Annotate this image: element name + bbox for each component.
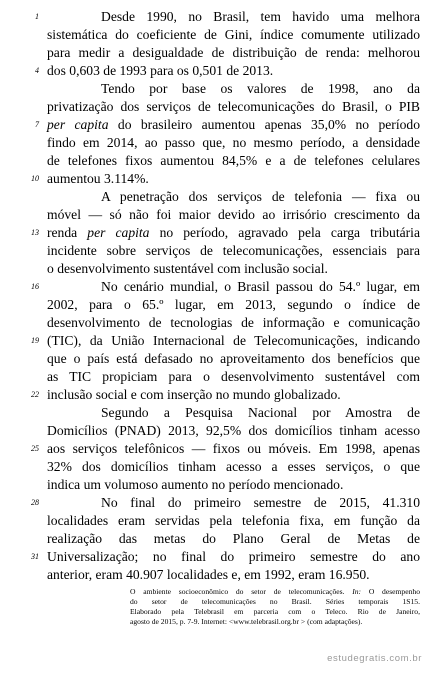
italic-term: In: <box>352 587 362 596</box>
italic-term: per capita <box>47 117 109 132</box>
text-line: privatização dos serviços de telecomunicações do Brasil, o PIB <box>47 99 420 114</box>
text-line: per capita do brasileiro aumentou apenas 35,0% no período <box>47 117 420 132</box>
line-number: 10 <box>31 174 39 183</box>
italic-term: per capita <box>87 225 150 240</box>
line-number: 31 <box>31 552 39 561</box>
watermark: estudegratis.com.br <box>327 653 422 664</box>
citation-line: agosto de 2015, p. 7-9. Internet: <www.telebrasil.org.br > (com adaptações). <box>130 617 363 626</box>
text-line: No cenário mundial, o Brasil passou do 54.º lugar, em <box>101 279 420 294</box>
line-number: 4 <box>35 66 39 75</box>
line-number: 19 <box>31 336 39 345</box>
text-line: anterior, eram 40.907 localidades e, em 1992, eram 16.950. <box>47 567 370 582</box>
text-line: findo em 2014, ao passo que, no mesmo período, a densidade <box>47 135 420 150</box>
text-line: aos serviços telefônicos — fixos ou móveis. Em 1998, apenas <box>47 441 420 456</box>
line-number: 28 <box>31 498 39 507</box>
line-number: 13 <box>31 228 39 237</box>
text-line: (TIC), da União Internacional de Telecomunicações, indicando <box>47 333 420 348</box>
text-line: as TIC propiciam para o desenvolvimento sustentável com <box>47 369 420 384</box>
line-number: 22 <box>31 390 39 399</box>
line-number: 1 <box>35 12 39 21</box>
text-line: Domicílios (PNAD) 2013, 92,5% dos domicílios tinham acesso <box>47 423 420 438</box>
text-line: o desenvolvimento sustentável com inclusão social. <box>47 261 328 276</box>
text-line: No final do primeiro semestre de 2015, 41.310 <box>101 495 420 510</box>
text-line: localidades eram servidas pela telefonia fixa, em função da <box>47 513 420 528</box>
text-line: indica um volumoso aumento no período mencionado. <box>47 477 344 492</box>
citation-line: do setor de telecomunicações no Brasil. Séries temporais 1S15. <box>130 597 420 606</box>
text-line: aumentou 3.114%. <box>47 171 149 186</box>
text-line: 32% dos domicílios tinham acesso a esses serviços, o que <box>47 459 420 474</box>
text-line: 2002, para o 65.º lugar, em 2013, segundo o índice de <box>47 297 420 312</box>
text-line: renda per capita no período, agravado pela carga tributária <box>47 225 420 240</box>
text-line: que o país está defasado no aproveitamento dos benefícios que <box>47 351 420 366</box>
text-line: realização das metas do Plano Geral de Metas de <box>47 531 420 546</box>
text-line: Universalização; no final do primeiro semestre do ano <box>47 549 420 564</box>
text-line: desenvolvimento de tecnologias de informação e comunicação <box>47 315 420 330</box>
text-line: móvel — só não foi maior devido ao irrisório crescimento da <box>47 207 420 222</box>
text-line: sistemática do coeficiente de Gini, índice comumente utilizado <box>47 27 420 42</box>
citation-line: Elaborado pela Telebrasil em parceria com o Teleco. Rio de Janeiro, <box>130 607 420 616</box>
text-line: dos 0,603 de 1993 para os 0,501 de 2013. <box>47 63 274 78</box>
text-line: Tendo por base os valores de 1998, ano da <box>101 81 420 96</box>
text-line: Segundo a Pesquisa Nacional por Amostra de <box>101 405 420 420</box>
text-line: incidente sobre serviços de telecomunicações, essenciais para <box>47 243 420 258</box>
text-line: para medir a desigualdade de distribuição de renda: melhorou <box>47 45 420 60</box>
text-line: inclusão social e com inserção no mundo globalizado. <box>47 387 341 402</box>
text-line: Desde 1990, no Brasil, tem havido uma melhora <box>101 9 420 24</box>
line-number: 25 <box>31 444 39 453</box>
line-number: 16 <box>31 282 39 291</box>
text-line: de telefones fixos aumentou 84,5% e a de telefones celulares <box>47 153 420 168</box>
text-line: A penetração dos serviços de telefonia — fixa ou <box>101 189 420 204</box>
line-number: 7 <box>35 120 39 129</box>
citation-line: O ambiente socioeconômico do setor de telecomunicações. In: O desempenho <box>130 587 420 596</box>
